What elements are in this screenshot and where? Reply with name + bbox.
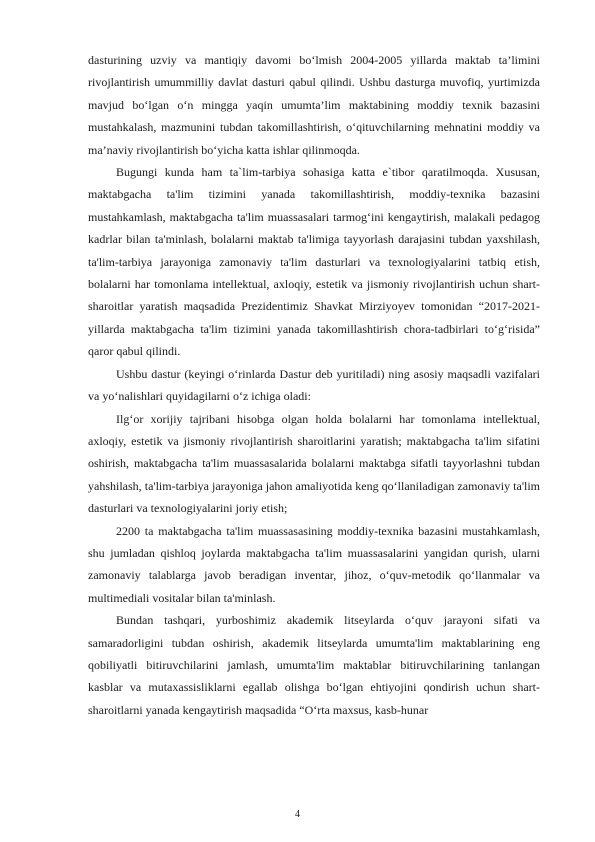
paragraph-5: 2200 ta maktabgacha ta'lim muassasasining moddiy-texnika bazasini mustahkamlash, shu jumladan qishloq joylarda maktabgacha ta'lim muassasalarini yangidan qurish, ularni zamonaviy talablarga javob beradigan inventar, jihoz, o‘quv-metodik qo‘llanmalar va multimediali vositalar bilan ta'minlash.	[88, 523, 540, 605]
paragraph-2: Bugungi kunda ham ta`lim-tarbiya sohasiga katta e`tibor qaratilmoqda. Xususan, maktabgacha ta'lim tizimini yanada takomillashtirish, moddiy-texnika bazasini mustahkamlash, maktabgacha ta'lim muassasalari tarmog‘ini kengaytirish, malakali pedagog kadrlar bilan ta'minlash, bolalarni maktab ta'limiga tayyorlash darajasini tubdan yaxshilash, ta'lim-tarbiya jarayoniga zamonaviy ta'lim dasturlari va texnologiyalarini tatbiq etish, bolalarni har tomonlama intellektual, axloqiy, estetik va jismoniy rivojlantirish uchun shart-sharoitlar yaratish maqsadida Prezidentimiz Shavkat Mirziyoyev tomonidan “2017-2021-yillarda maktabgacha ta'lim tizimini yanada takomillashtirish chora-tadbirlari to‘g‘risida” qaror qabul qilindi.	[88, 165, 540, 359]
paragraph-3: Ushbu dastur (keyingi o‘rinlarda Dastur deb yuritiladi) ning asosiy maqsadli vazifalari va yo‘nalishlari quyidagilarni o‘z ichiga oladi:	[88, 366, 540, 404]
document-body	[88, 49, 540, 721]
paragraph-4: Ilg‘or xorijiy tajribani hisobga olgan holda bolalarni har tomonlama intellektual, axloqiy, estetik va jismoniy rivojlantirish sharoitlarini yaratish; maktabgacha ta'lim sifatini oshirish, maktabgacha ta'lim muassasalarida bolalarni maktabga sifatli tayyorlashni tubdan yahshilash, ta'lim-tarbiya jarayoniga jahon amaliyotida keng qo‘llaniladigan zamonaviy ta'lim dasturlari va texnologiyalarini joriy etish;	[88, 411, 540, 516]
paragraph-1: dasturining uzviy va mantiqiy davomi bo‘lmish 2004-2005 yillarda maktab ta’limini rivojlantirish umummilliy davlat dasturi qabul qilindi. Ushbu dasturga muvofiq, yurtimizda mavjud bo‘lgan o‘n mingga yaqin umumta’lim maktabining moddiy texnik bazasini mustahkalash, mazmunini tubdan takomillashtirish, o‘qituvchilarning mehnatini moddiy va ma’naviy rivojlantirish bo‘yicha katta ishlar qilinmoqda.	[88, 53, 540, 157]
paragraph-6: Bundan tashqari, yurboshimiz akademik litseylarda o‘quv jarayoni sifati va samaradorligini tubdan oshirish, akademik litseylarda umumta'lim maktablarining eng qobiliyatli bitiruvchilarini jamlash, umumta'lim maktablar bitiruvchilarining tanlangan kasblar va mutaxassisliklarni egallab olishga bo‘lgan ehtiyojini qondirish uchun shart-sharoitlarni yanada kengaytirish maqsadida “O‘rta maxsus, kasb-hunar	[88, 613, 540, 717]
page-number: 4	[295, 809, 300, 820]
